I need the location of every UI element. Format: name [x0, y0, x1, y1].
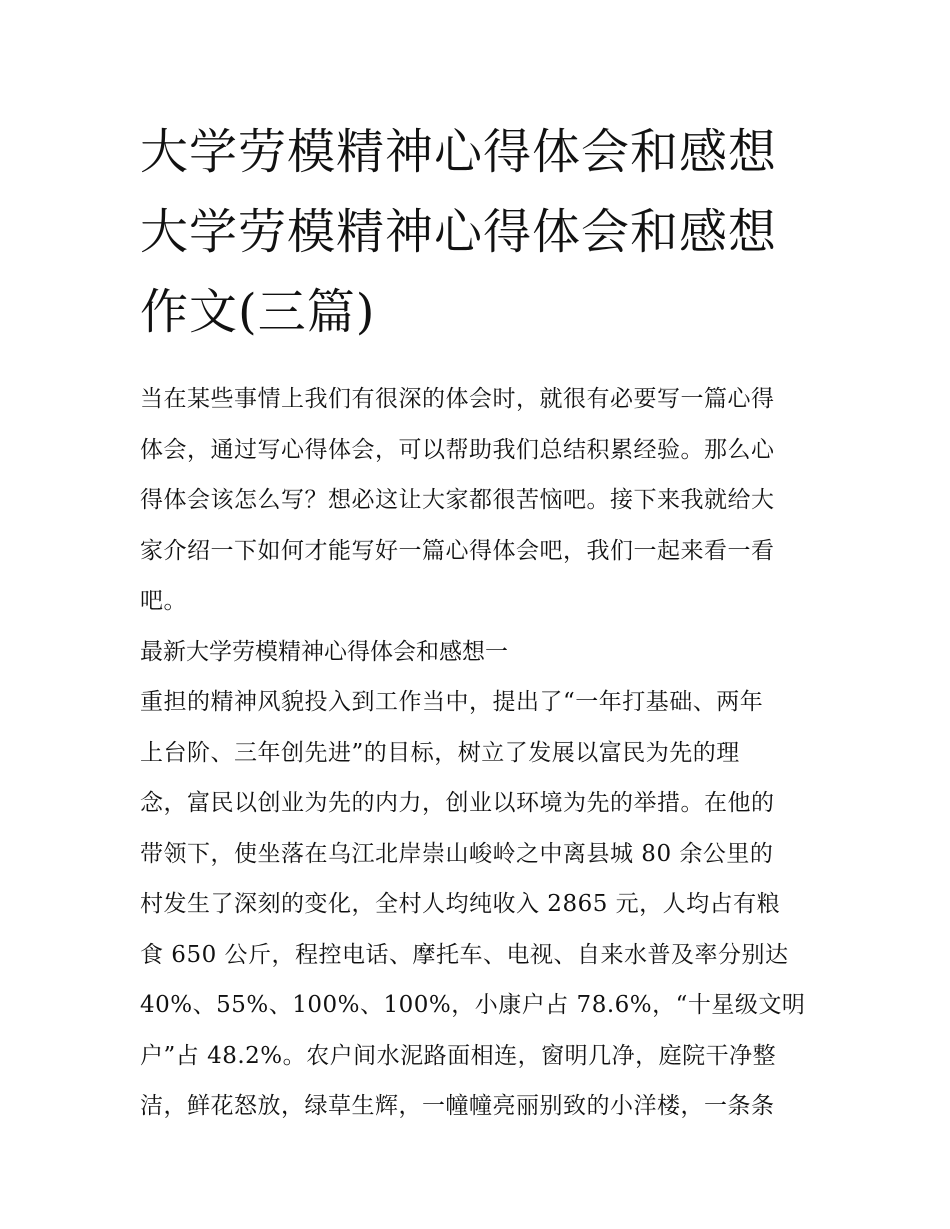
text-line: 带领下，使坐落在乌江北岸崇山峻岭之中离县城 80 余公里的	[140, 840, 774, 867]
text-line: 洁，鲜花怒放，绿草生辉，一幢幢亮丽别致的小洋楼，一条条	[140, 1093, 775, 1119]
document-title	[140, 112, 820, 352]
section-heading: 最新大学劳模精神心得体会和感想一	[140, 638, 508, 665]
text-line: 念，富民以创业为先的内力，创业以环境为先的举措。在他的	[140, 790, 775, 816]
text-line: 家介绍一下如何才能写好一篇心得体会吧，我们一起来看一看	[140, 537, 775, 564]
title-line: 大学劳模精神心得体会和感想	[140, 204, 778, 260]
text-line: 吧。	[140, 588, 187, 614]
title-line: 大学劳模精神心得体会和感想	[140, 124, 778, 180]
text-line: 村发生了深刻的变化，全村人均纯收入 2865 元，人均占有粮	[140, 891, 781, 917]
text-line: 重担的精神风貌投入到工作当中，提出了“一年打基础、两年	[140, 689, 764, 715]
text-line: 户”占 48.2%。农户间水泥路面相连，窗明几净，庭院干净整	[140, 1042, 777, 1069]
text-line: 上台阶、三年创先进”的目标，树立了发展以富民为先的理	[140, 739, 740, 766]
intro-paragraph	[140, 374, 820, 627]
document-page	[140, 112, 820, 1132]
text-line: 当在某些事情上我们有很深的体会时，就很有必要写一篇心得	[140, 386, 775, 412]
text-line: 得体会该怎么写？想必这让大家都很苦恼吧。接下来我就给大	[140, 487, 775, 513]
text-line: 食 650 公斤，程控电话、摩托车、电视、自来水普及率分别达	[140, 941, 789, 968]
text-line: 体会，通过写心得体会，可以帮助我们总结积累经验。那么心	[140, 436, 775, 463]
body-paragraph	[140, 677, 820, 1132]
text-line: 40%、55%、100%、100%，小康户占 78.6%，“十星级文明	[140, 992, 806, 1018]
title-line: 作文(三篇)	[140, 284, 376, 340]
